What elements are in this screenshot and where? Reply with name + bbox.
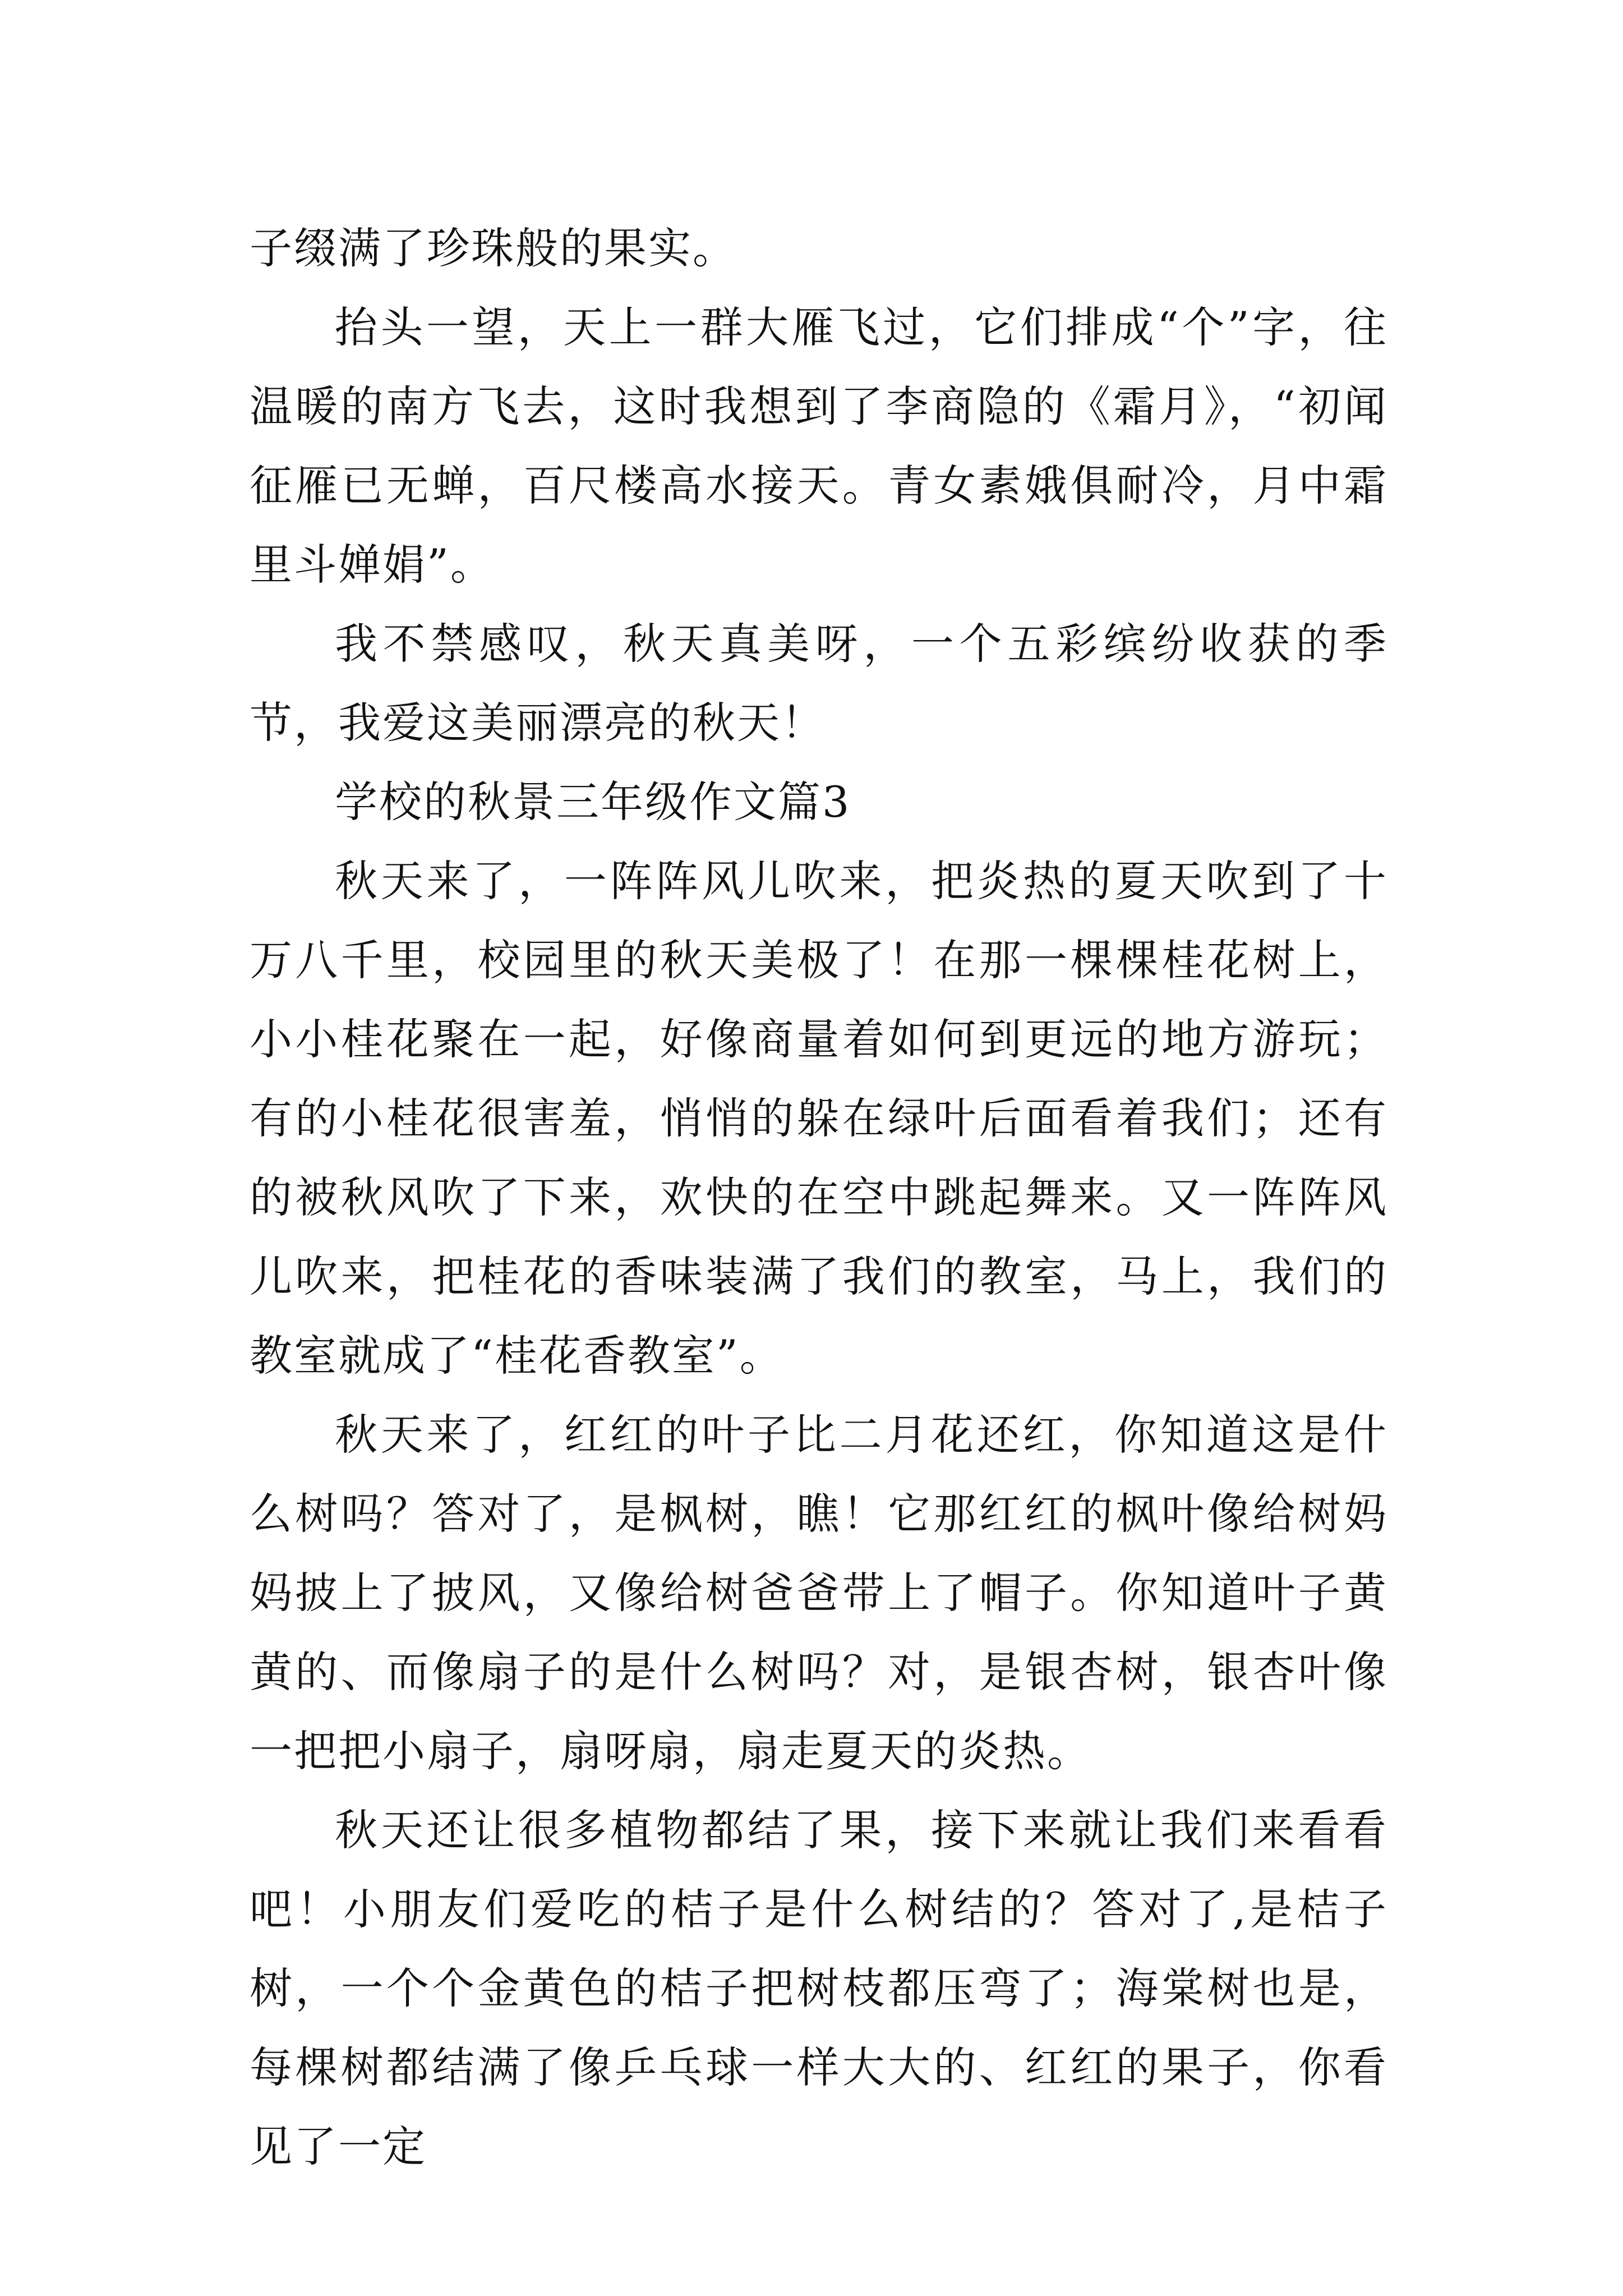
document-body xyxy=(250,209,1388,2186)
section-heading: 学校的秋景三年级作文篇3 xyxy=(335,777,851,827)
paragraph-wild-geese: 抬头一望，天上一群大雁飞过，它们排成“个”字，往温暖的南方飞去，这时我想到了李商隐的《霜月》，“初闻征雁已无蝉，百尺楼高水接天。青女素娥俱耐冷，月中霜里斗婵娟”。 xyxy=(250,302,1388,590)
paragraph-osmanthus: 秋天来了，一阵阵风儿吹来，把炎热的夏天吹到了十万八千里，校园里的秋天美极了！在那一棵棵桂花树上，小小桂花聚在一起，好像商量着如何到更远的地方游玩；有的小桂花很害羞，悄悄的躲在绿叶后面看着我们；还有的被秋风吹了下来，欢快的在空中跳起舞来。又一阵阵风儿吹来，把桂花的香味装满了我们的教室，马上，我们的教室就成了“桂花香教室”。 xyxy=(250,856,1388,1381)
paragraph-autumn-praise: 我不禁感叹，秋天真美呀，一个五彩缤纷收获的季节，我爱这美丽漂亮的秋天！ xyxy=(250,619,1388,748)
paragraph-maple-ginkgo: 秋天来了，红红的叶子比二月花还红，你知道这是什么树吗？答对了，是枫树，瞧！它那红红的枫叶像给树妈妈披上了披风，又像给树爸爸带上了帽子。你知道叶子黄黄的、而像扇子的是什么树吗？对，是银杏树，银杏叶像一把把小扇子，扇呀扇，扇走夏天的炎热。 xyxy=(250,1410,1388,1776)
paragraph-continuation: 子缀满了珍珠般的果实。 xyxy=(250,223,737,273)
paragraph-fruits: 秋天还让很多植物都结了果，接下来就让我们来看看吧！小朋友们爱吃的桔子是什么树结的？答对了,是桔子树，一个个金黄色的桔子把树枝都压弯了；海棠树也是，每棵树都结满了像乒乓球一样大大的、红红的果子，你看见了一定 xyxy=(250,1805,1388,2171)
